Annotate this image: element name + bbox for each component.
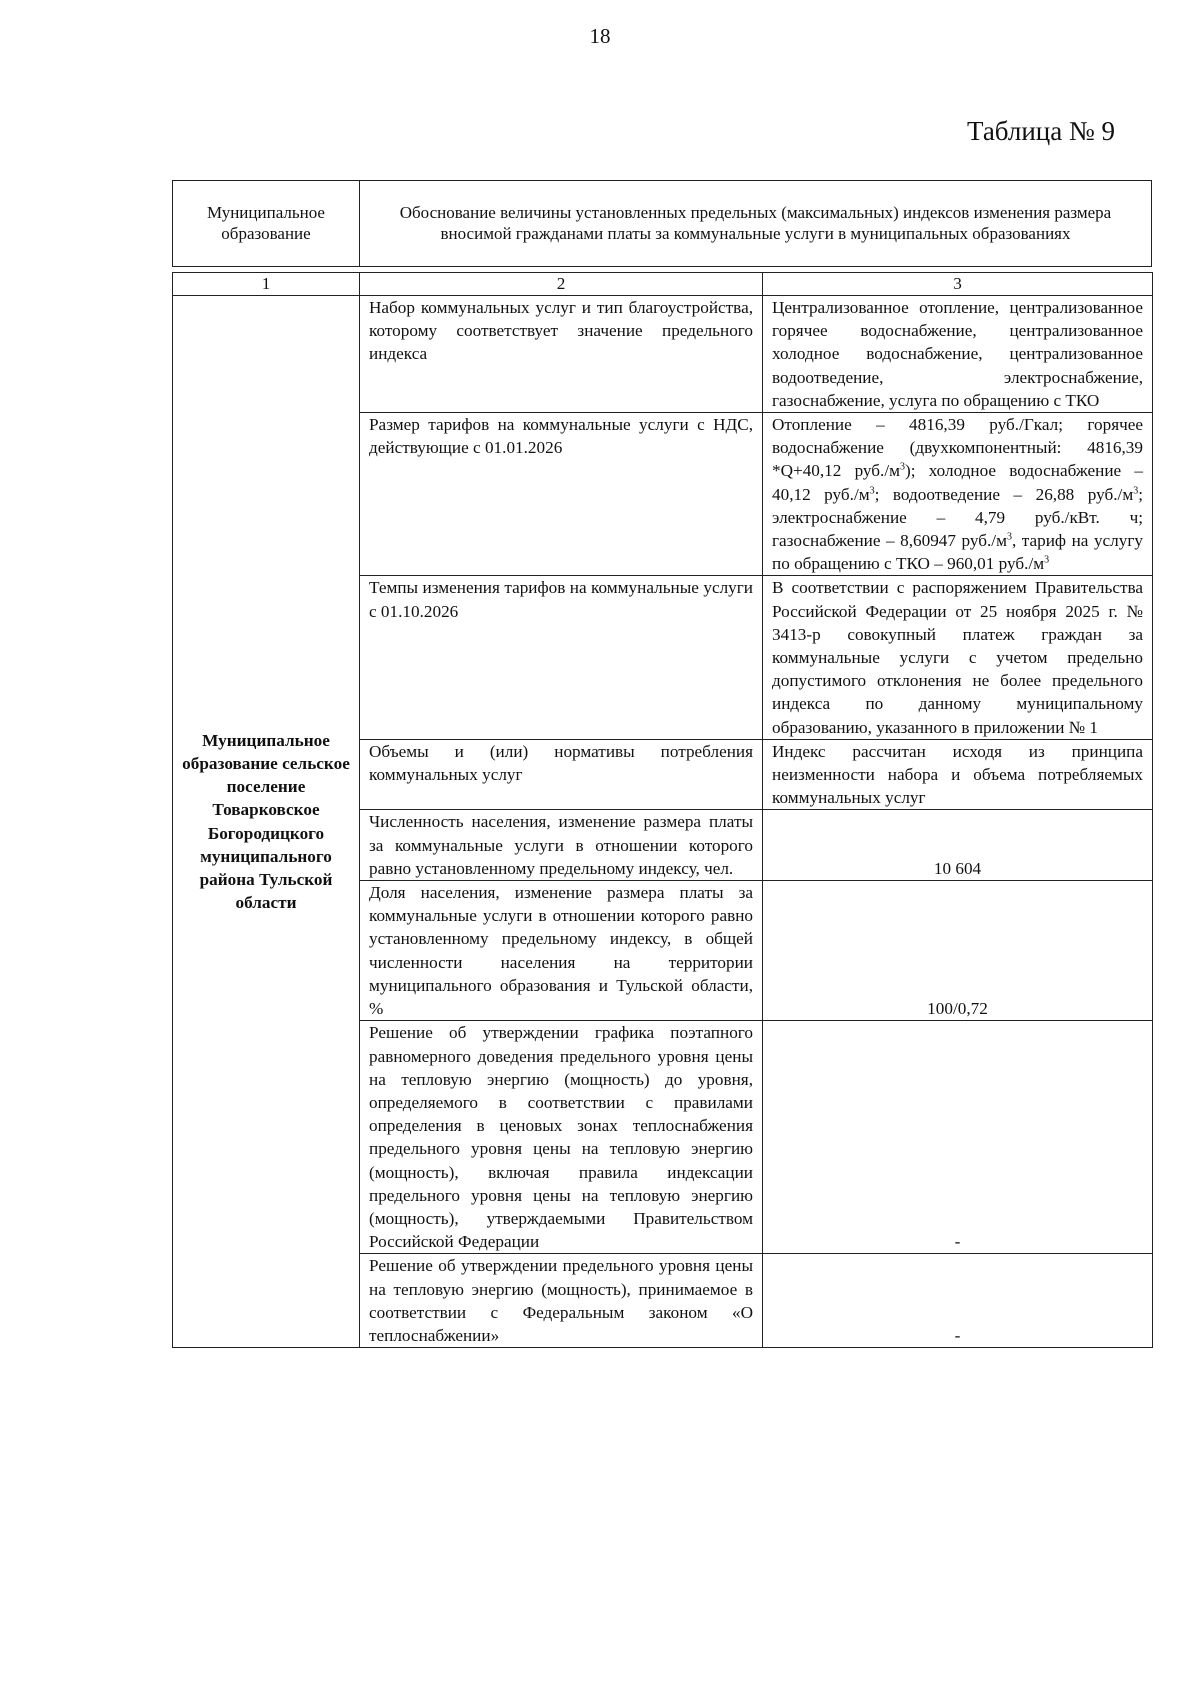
param-population: Численность населения, изменение размера платы за коммунальные услуги в отношении которого равно установленному предельному индексу, чел. (360, 810, 763, 881)
param-tariffs: Размер тарифов на коммунальные услуги с НДС, действующие с 01.01.2026 (360, 413, 763, 576)
header-justification: Обоснование величины установленных предельных (максимальных) индексов изменения размера вносимой гражданами платы за коммунальные услуги в муниципальных образованиях (360, 181, 1152, 267)
value-services-set: Централизованное отопление, централизованное горячее водоснабжение, централизованное холодное водоснабжение, централизованное водоотведение, электроснабжение, газоснабжение, услуга по обращению с ТКО (763, 296, 1153, 413)
value-consumption-volumes: Индекс рассчитан исходя из принципа неизменности набора и объема потребляемых коммунальных услуг (763, 739, 1153, 810)
column-number-1: 1 (173, 273, 360, 296)
municipality-name: Муниципальное образование сельское поселение Товарковское Богородицкого муниципального района Тульской области (173, 296, 360, 1348)
column-number-2: 2 (360, 273, 763, 296)
value-population: 10 604 (763, 810, 1153, 881)
value-heat-price-schedule: - (763, 1021, 1153, 1254)
table-header (172, 180, 1152, 267)
param-heat-price-schedule: Решение об утверждении графика поэтапного равномерного доведения предельного уровня цены на тепловую энергию (мощность) до уровня, определяемого в соответствии с правилами определения в ценовых зонах теплоснабжения предельного уровня цены на тепловую энергию (мощность), включая правила индексации предельного уровня цены на тепловую энергию (мощность), утверждаемыми Правительством Российской Федерации (360, 1021, 763, 1254)
value-tariffs: Отопление – 4816,39 руб./Гкал; горячее водоснабжение (двухкомпонентный: 4816,39 *Q+40,12 $руб./м^3$); холодное водоснабжение – 40,12 $руб./м^3$; водоотведение – 26,88 $руб./м^3$; электроснабжение – 4,79 руб./кВт. ч; газоснабжение – 8,60947 $руб./м^3$, тариф на услугу по обращению с ТКО – 960,01 $руб./м^3$ (763, 413, 1153, 576)
value-population-share: 100/0,72 (763, 881, 1153, 1021)
column-number-row (173, 273, 1153, 296)
param-tariff-rates: Темпы изменения тарифов на коммунальные услуги с 01.10.2026 (360, 576, 763, 739)
header-municipality: Муниципальное образование (173, 181, 360, 267)
page-number: 18 (589, 24, 611, 48)
table-title: Таблица № 9 (967, 116, 1115, 146)
param-consumption-volumes: Объемы и (или) нормативы потребления коммунальных услуг (360, 739, 763, 810)
table-row (173, 296, 1153, 413)
param-services-set: Набор коммунальных услуг и тип благоустройства, которому соответствует значение предельного индекса (360, 296, 763, 413)
param-population-share: Доля населения, изменение размера платы за коммунальные услуги в отношении которого равно установленному предельному индексу, в общей численности населения на территории муниципального образования и Тульской области, % (360, 881, 763, 1021)
value-tariff-rates: В соответствии с распоряжением Правительства Российской Федерации от 25 ноября 2025 г. № 3413-р совокупный платеж граждан за коммунальные услуги с учетом предельно допустимого отклонения не более предельного индекса по данному муниципальному образованию, указанного в приложении № 1 (763, 576, 1153, 739)
param-heat-price-decision: Решение об утверждении предельного уровня цены на тепловую энергию (мощность), принимаемое в соответствии с Федеральным законом «О теплоснабжении» (360, 1254, 763, 1348)
column-number-3: 3 (763, 273, 1153, 296)
justification-table (172, 272, 1153, 1348)
value-heat-price-decision: - (763, 1254, 1153, 1348)
